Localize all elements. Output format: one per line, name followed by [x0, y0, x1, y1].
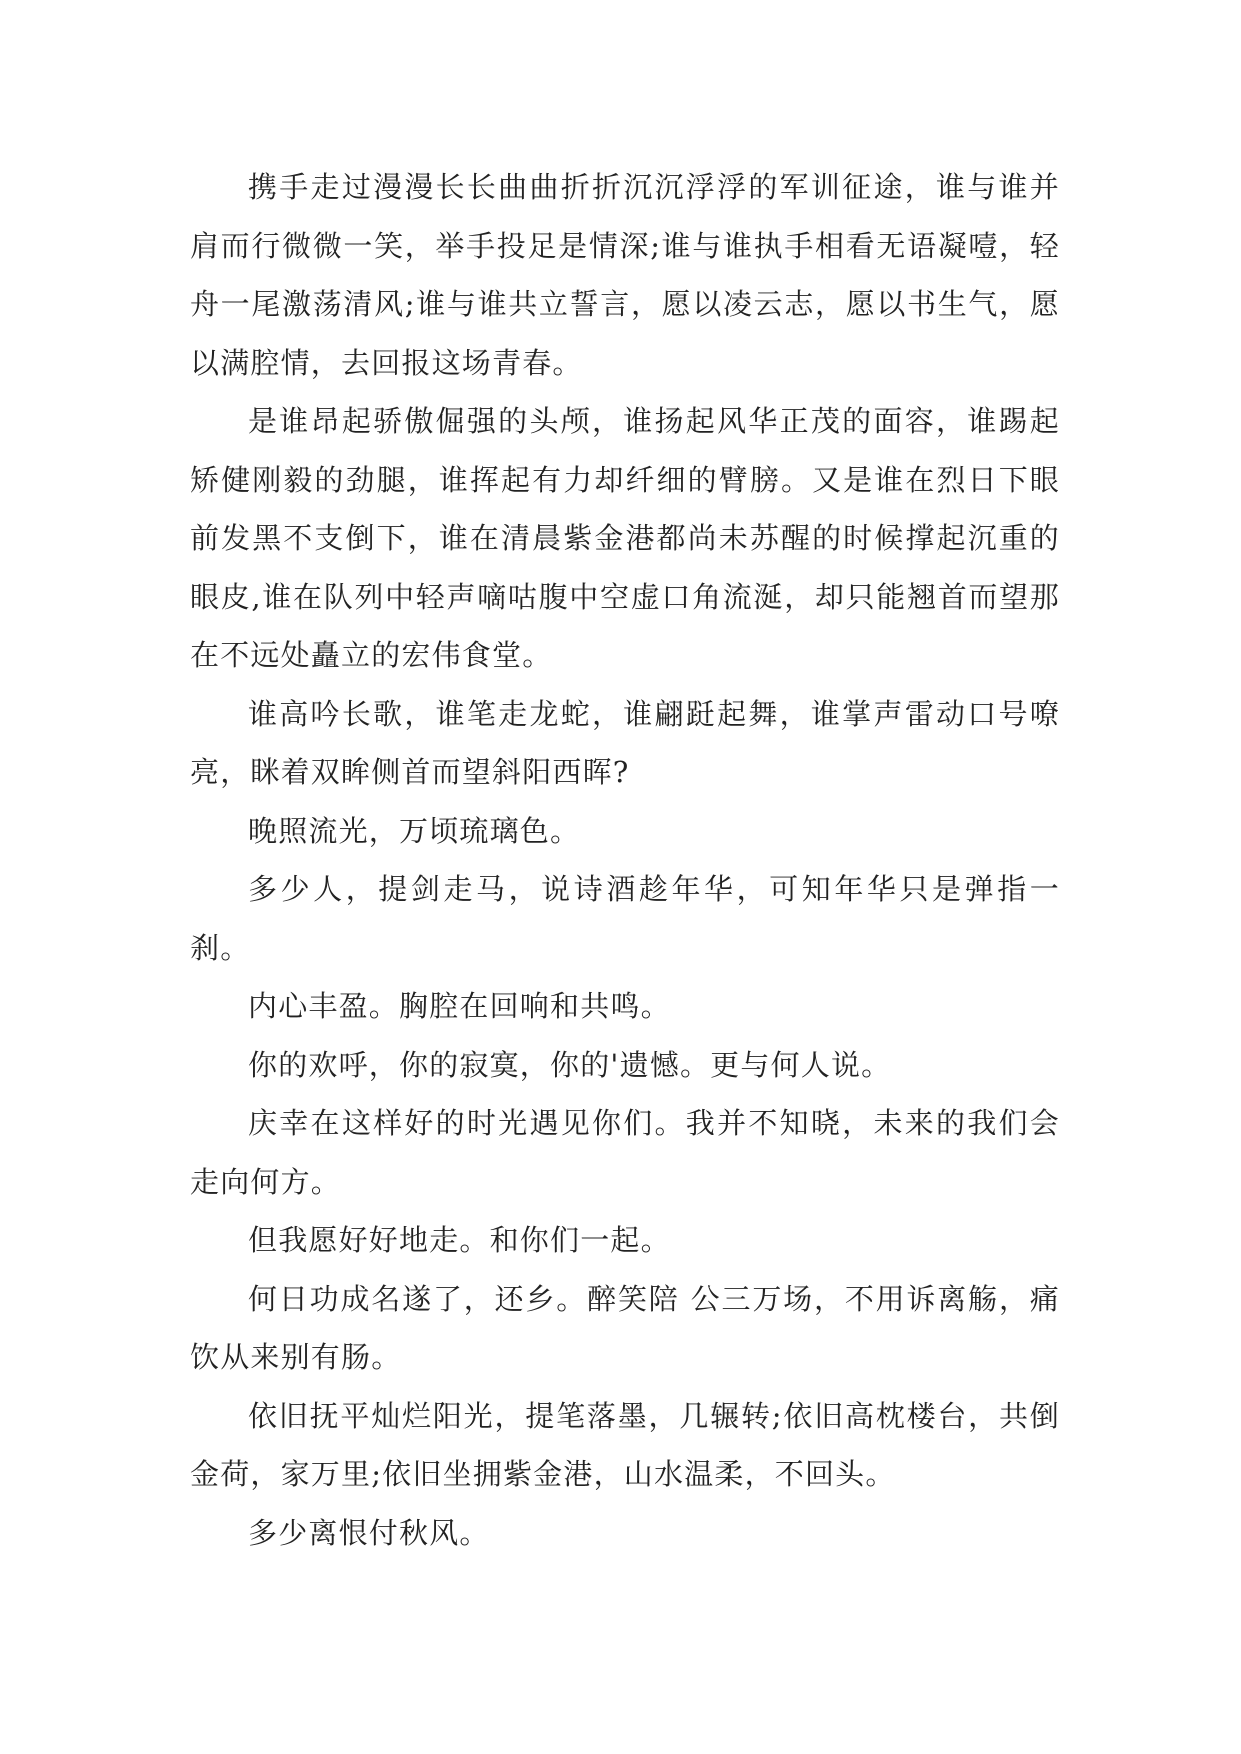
paragraph-1: 携手走过漫漫长长曲曲折折沉沉浮浮的军训征途，谁与谁并肩而行微微一笑，举手投足是情深;谁与谁执手相看无语凝噎，轻舟一尾激荡清风;谁与谁共立誓言，愿以凌云志，愿以书生气，愿以满腔情，去回报这场青春。 [190, 170, 1060, 380]
paragraph-10: 何日功成名遂了，还乡。醉笑陪 公三万场，不用诉离觞，痛饮从来别有肠。 [190, 1281, 1060, 1374]
paragraph-6: 内心丰盈。胸腔在回响和共鸣。 [248, 989, 671, 1023]
paragraph-5: 多少人，提剑走马，说诗酒趁年华，可知年华只是弹指一刹。 [190, 872, 1060, 965]
paragraph-12: 多少离恨付秋风。 [248, 1515, 490, 1550]
article-body [190, 158, 1060, 1562]
paragraph-4: 晚照流光，万顷琉璃色。 [248, 813, 581, 848]
paragraph-9: 但我愿好好地走。和你们一起。 [248, 1223, 671, 1257]
paragraph-8: 庆幸在这样好的时光遇见你们。我并不知晓，未来的我们会走向何方。 [190, 1106, 1060, 1199]
paragraph-3: 谁高吟长歌，谁笔走龙蛇，谁翩跹起舞，谁掌声雷动口号嘹亮，眯着双眸侧首而望斜阳西晖? [190, 696, 1060, 789]
paragraph-11: 依旧抚平灿烂阳光，提笔落墨，几辗转;依旧高枕楼台，共倒金荷，家万里;依旧坐拥紫金港，山水温柔，不回头。 [190, 1398, 1060, 1491]
paragraph-7: 你的欢呼，你的寂寞，你的'遗憾。更与何人说。 [248, 1047, 892, 1082]
paragraph-2: 是谁昂起骄傲倔强的头颅，谁扬起风华正茂的面容，谁踢起矫健刚毅的劲腿，谁挥起有力却纤细的臂膀。又是谁在烈日下眼前发黑不支倒下，谁在清晨紫金港都尚未苏醒的时候撑起沉重的眼皮,谁在队列中轻声嘀咕腹中空虚口角流涎，却只能翘首而望那在不远处矗立的宏伟食堂。 [190, 404, 1060, 672]
